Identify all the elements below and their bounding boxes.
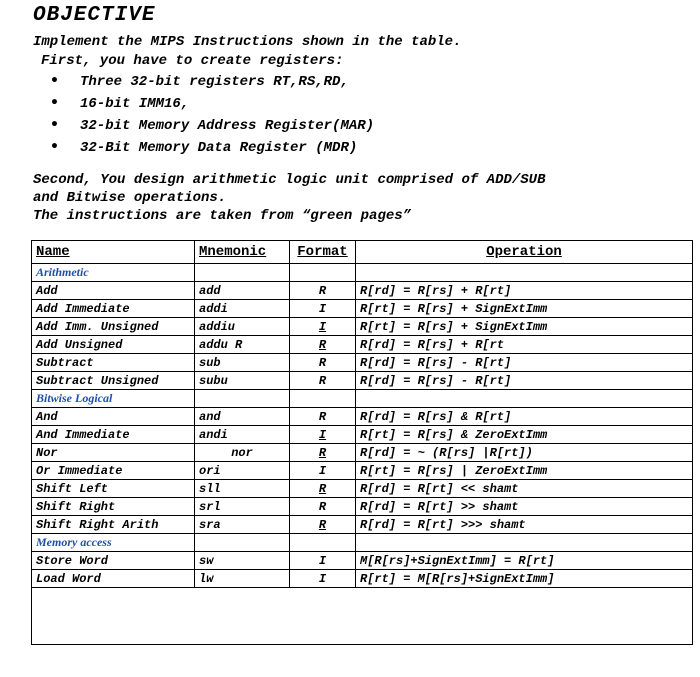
second-line-3: The instructions are taken from “green pages”	[33, 208, 412, 224]
cell-name: Shift Left	[32, 480, 195, 498]
cell-format: R	[290, 354, 356, 372]
cell-name: Add	[32, 282, 195, 300]
cell-operation: M[R[rs]+SignExtImm] = R[rt]	[356, 552, 693, 570]
cell-mnemonic: addi	[195, 300, 290, 318]
cell-name: And	[32, 408, 195, 426]
cell-name: Shift Right Arith	[32, 516, 195, 534]
cell-name: Subtract	[32, 354, 195, 372]
cell-name: Nor	[32, 444, 195, 462]
cell-mnemonic: srl	[195, 498, 290, 516]
section-label-memory: Memory access	[32, 534, 195, 552]
table-row	[32, 570, 693, 588]
cell-mnemonic: addu R	[195, 336, 290, 354]
cell-mnemonic: ori	[195, 462, 290, 480]
table-row	[32, 462, 693, 480]
cell-mnemonic: addiu	[195, 318, 290, 336]
register-item: • Three 32-bit registers RT,RS,RD,	[50, 71, 374, 93]
instruction-table	[31, 240, 693, 645]
cell-format: R	[290, 408, 356, 426]
cell-operation: R[rd] = R[rt] >>> shamt	[356, 516, 693, 534]
cell-operation: R[rd] = R[rt] >> shamt	[356, 498, 693, 516]
header-operation: Operation	[356, 241, 693, 264]
register-list	[50, 71, 374, 159]
intro-line-1: Implement the MIPS Instructions shown in the table.	[33, 34, 462, 50]
cell-name: Add Imm. Unsigned	[32, 318, 195, 336]
cell-name: Store Word	[32, 552, 195, 570]
header-mnemonic: Mnemonic	[195, 241, 290, 264]
cell-operation: R[rd] = R[rs] - R[rt]	[356, 354, 693, 372]
cell-format: R	[290, 516, 356, 534]
cell-operation: R[rd] = R[rs] + R[rt]	[356, 282, 693, 300]
cell-operation: R[rt] = R[rs] + SignExtImm	[356, 318, 693, 336]
register-item: • 16-bit IMM16,	[50, 93, 374, 115]
register-item: • 32-bit Memory Address Register(MAR)	[50, 115, 374, 137]
header-format: Format	[290, 241, 356, 264]
section-row-memory	[32, 534, 693, 552]
header-name: Name	[32, 241, 195, 264]
cell-mnemonic: and	[195, 408, 290, 426]
register-item: • 32-Bit Memory Data Register (MDR)	[50, 137, 374, 159]
section-row-arithmetic	[32, 264, 693, 282]
cell-mnemonic: sub	[195, 354, 290, 372]
cell-operation: R[rd] = R[rs] + R[rt	[356, 336, 693, 354]
table-row	[32, 300, 693, 318]
table-row	[32, 336, 693, 354]
cell-format: I	[290, 300, 356, 318]
cell-operation: R[rt] = R[rs] + SignExtImm	[356, 300, 693, 318]
cell-mnemonic: subu	[195, 372, 290, 390]
table-row	[32, 498, 693, 516]
table-row	[32, 354, 693, 372]
table-row	[32, 372, 693, 390]
cell-format: I	[290, 318, 356, 336]
cell-format: I	[290, 570, 356, 588]
cell-name: Add Unsigned	[32, 336, 195, 354]
cell-format: R	[290, 336, 356, 354]
table-row	[32, 408, 693, 426]
cell-name: Subtract Unsigned	[32, 372, 195, 390]
cell-format: R	[290, 480, 356, 498]
intro-text	[33, 33, 461, 71]
cell-operation: R[rt] = R[rs] | ZeroExtImm	[356, 462, 693, 480]
cell-format: R	[290, 498, 356, 516]
cell-mnemonic: sra	[195, 516, 290, 534]
table-row	[32, 282, 693, 300]
cell-format: I	[290, 552, 356, 570]
cell-name: And Immediate	[32, 426, 195, 444]
table-row	[32, 552, 693, 570]
page-title: OBJECTIVE	[33, 4, 156, 27]
table-row	[32, 426, 693, 444]
cell-format: R	[290, 282, 356, 300]
cell-operation: R[rd] = R[rs] & R[rt]	[356, 408, 693, 426]
table-row	[32, 444, 693, 462]
cell-name: Or Immediate	[32, 462, 195, 480]
section-label-arithmetic: Arithmetic	[32, 264, 195, 282]
blank-row	[32, 588, 693, 645]
cell-mnemonic: lw	[195, 570, 290, 588]
section-label-bitwise: Bitwise Logical	[32, 390, 195, 408]
cell-operation: R[rt] = R[rs] & ZeroExtImm	[356, 426, 693, 444]
cell-mnemonic: add	[195, 282, 290, 300]
table-row	[32, 480, 693, 498]
cell-operation: R[rd] = R[rt] << shamt	[356, 480, 693, 498]
cell-format: R	[290, 444, 356, 462]
section-row-bitwise	[32, 390, 693, 408]
second-line-2: and Bitwise operations.	[33, 190, 227, 206]
cell-name: Shift Right	[32, 498, 195, 516]
cell-operation: R[rd] = R[rs] - R[rt]	[356, 372, 693, 390]
cell-format: I	[290, 426, 356, 444]
table-row	[32, 318, 693, 336]
cell-mnemonic: andi	[195, 426, 290, 444]
table-header-row	[32, 241, 693, 264]
second-line-1: Second, You design arithmetic logic unit comprised of ADD/SUB	[33, 172, 546, 188]
cell-format: R	[290, 372, 356, 390]
cell-mnemonic: sw	[195, 552, 290, 570]
second-paragraph	[33, 171, 545, 225]
table-row	[32, 516, 693, 534]
cell-format: I	[290, 462, 356, 480]
cell-mnemonic: sll	[195, 480, 290, 498]
intro-line-2: First, you have to create registers:	[41, 53, 344, 69]
cell-name: Add Immediate	[32, 300, 195, 318]
cell-mnemonic: nor	[195, 444, 290, 462]
cell-operation: R[rt] = M[R[rs]+SignExtImm]	[356, 570, 693, 588]
cell-name: Load Word	[32, 570, 195, 588]
cell-operation: R[rd] = ~ (R[rs] |R[rt])	[356, 444, 693, 462]
